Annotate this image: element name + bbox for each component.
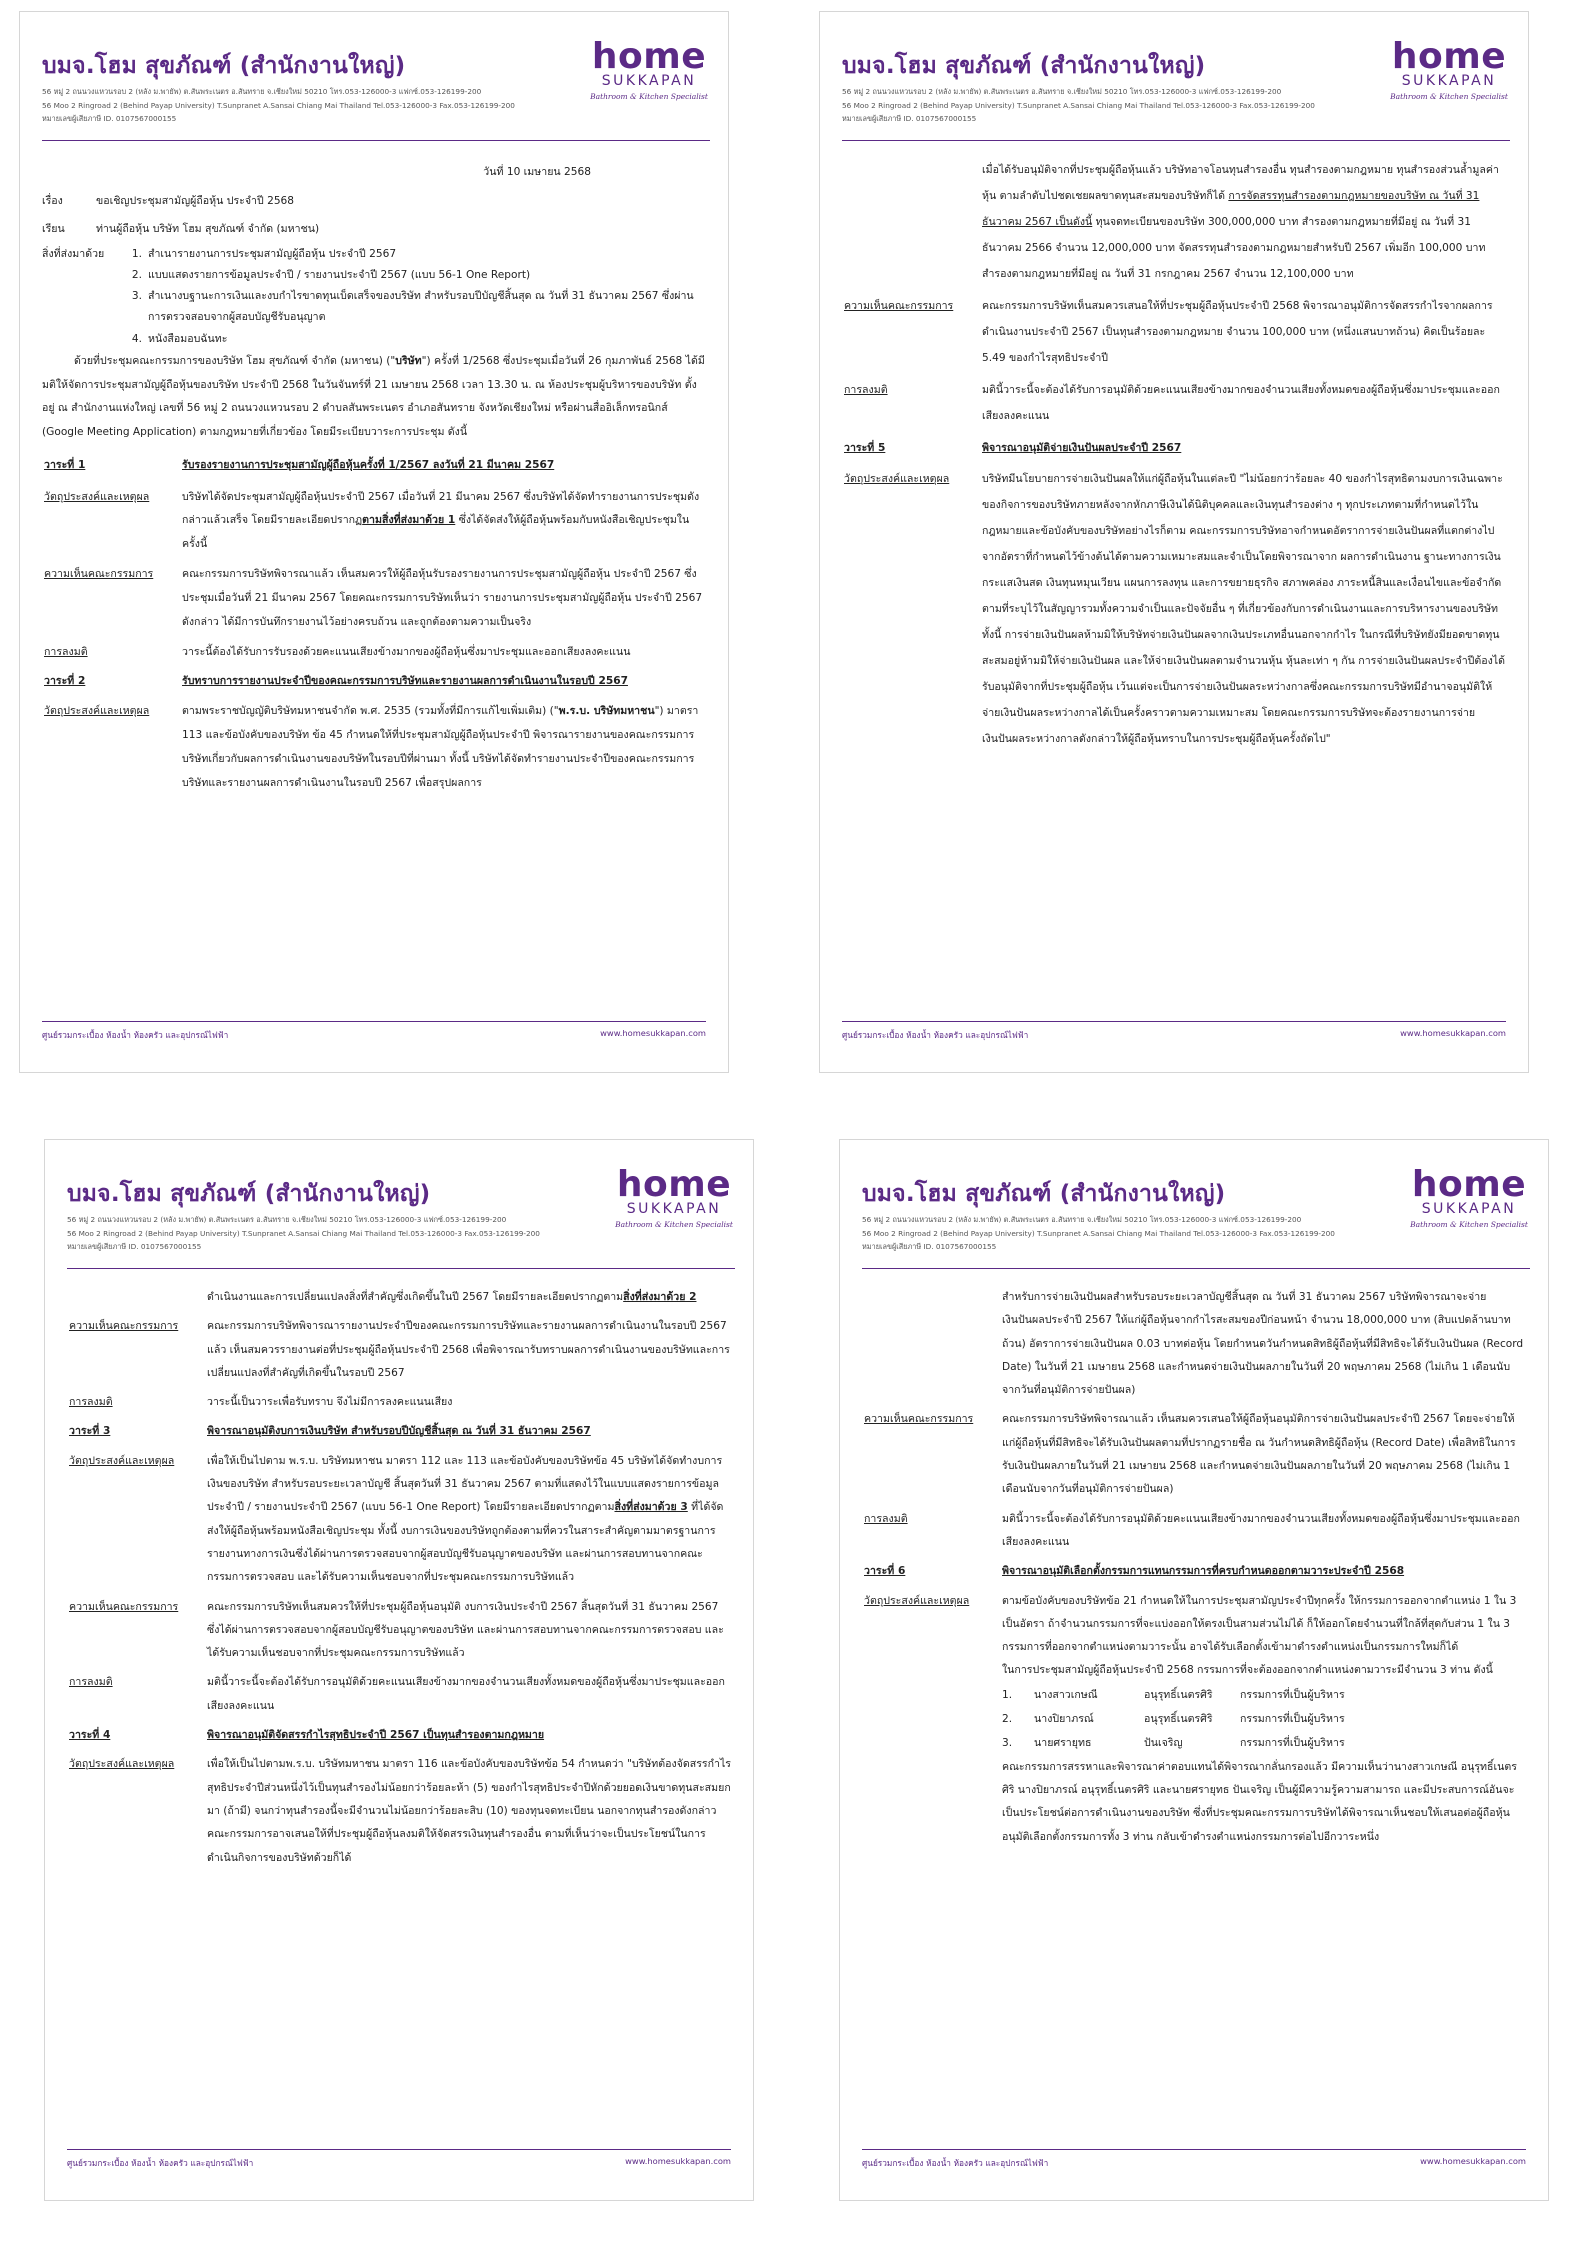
director-name: นางปิยาภรณ์ <box>1034 1713 1094 1726</box>
agenda-2-objective-continued <box>67 1286 731 1309</box>
agenda-3-heading <box>67 1420 731 1443</box>
resolution-label: การลงมติ <box>69 1396 113 1409</box>
enclosure-item <box>124 286 706 328</box>
subject-row <box>42 187 706 216</box>
agenda-6-objective <box>862 1590 1526 1849</box>
board-opinion-label: ความเห็นคณะกรรมการ <box>69 1320 179 1333</box>
enclosures-list <box>124 244 706 350</box>
recipient-text: ท่านผู้ถือหุ้น บริษัท โฮม สุขภัณฑ์ จำกัด (มหาชน) <box>96 223 320 236</box>
board-opinion-text: คณะกรรมการบริษัทพิจารณาแล้ว เห็นสมควรเสนอให้ผู้ถือหุ้นอนุมัติการจ่ายเงินปันผลประจำปี 2567 โดยจะจ่ายให้แก่ผู้ถือหุ้นที่มีสิทธิจะได้รับเงินปันผลตามที่ปรากฏรายชื่อ ณ วันกำหนดสิทธิผู้ถือหุ้น (Record Date) เพื่อสิทธิในการรับเงินปันผลภายในวันที่ 21 เมษายน 2568 และกำหนดจ่ายเงินปันผลภายในวันที่ 20 พฤษภาคม 2568 (ไม่เกิน 1 เดือนนับจากวันที่อนุมัติการจ่ายปันผล) <box>1002 1413 1516 1496</box>
logo-tagline: Bathroom & Kitchen Specialist <box>1390 91 1508 101</box>
page-footer <box>67 2149 731 2170</box>
logo-home-text: home <box>1391 36 1507 77</box>
director-name: นายศรายุทธ <box>1034 1737 1092 1750</box>
objective-text-a: ตามพระราชบัญญัติบริษัทมหาชนจำกัด พ.ศ. 2535 (รวมทั้งที่มีการแก้ไขเพิ่มเติม) (" <box>182 705 559 718</box>
tax-id: หมายเลขผู้เสียภาษี ID. 0107567000155 <box>67 1242 202 1252</box>
page-footer <box>862 2149 1526 2170</box>
logo-sukkapan-text: SUKKAPAN <box>601 73 697 90</box>
address-english: 56 Moo 2 Ringroad 2 (Behind Payap University) T.Sunpranet A.Sansai Chiang Mai Thailand Tel.053-126000-3 Fax.053-126199-200 <box>67 1228 540 1238</box>
spacer <box>67 1286 207 1309</box>
logo-home-text: home <box>616 1164 732 1205</box>
logo-sukkapan-text: SUKKAPAN <box>1421 1201 1517 1218</box>
agenda-4-title: พิจารณาอนุมัติจัดสรรกำไรสุทธิประจำปี 2567 เป็นทุนสำรองตามกฎหมาย <box>207 1729 545 1742</box>
header-divider <box>67 1268 735 1269</box>
director-surname: ปันเจริญ <box>1144 1737 1183 1750</box>
tax-id: หมายเลขผู้เสียภาษี ID. 0107567000155 <box>42 114 177 124</box>
footer-website-link[interactable]: www.homesukkapan.com <box>1420 2156 1526 2166</box>
logo-tagline: Bathroom & Kitchen Specialist <box>615 1219 733 1229</box>
agenda-1-title: รับรองรายงานการประชุมสามัญผู้ถือหุ้นครั้งที่ 1/2567 ลงวันที่ 21 มีนาคม 2567 <box>182 459 555 472</box>
logo-sukkapan-text: SUKKAPAN <box>626 1201 722 1218</box>
objective-label: วัตถุประสงค์และเหตุผล <box>44 705 150 718</box>
director-surname: อนุรุทธิ์เนตรศิริ <box>1144 1688 1213 1701</box>
spacer <box>862 1286 1002 1402</box>
objective-label: วัตถุประสงค์และเหตุผล <box>864 1594 970 1607</box>
address-english: 56 Moo 2 Ringroad 2 (Behind Payap University) T.Sunpranet A.Sansai Chiang Mai Thailand Tel.053-126000-3 Fax.053-126199-200 <box>42 100 515 110</box>
resolution-label: การลงมติ <box>44 645 88 658</box>
agenda-3-resolution <box>67 1671 731 1718</box>
header-divider <box>842 140 1510 141</box>
objective-label: วัตถุประสงค์และเหตุผล <box>69 1454 175 1467</box>
list-item <box>1002 1707 1526 1731</box>
company-name: บมจ.โฮม สุขภัณฑ์ (สำนักงานใหญ่) <box>42 53 406 79</box>
company-logo <box>1408 1164 1530 1229</box>
continued-text <box>207 1286 731 1309</box>
agenda-6-title: พิจารณาอนุมัติเลือกตั้งกรรมการแทนกรรมการที่ครบกำหนดออกตามวาระประจำปี 2568 <box>1002 1565 1405 1578</box>
continued-text-b: ทุนจดทะเบียนของบริษัท 300,000,000 บาท สำรองตามกฎหมายที่มีอยู่ ณ วันที่ 31 ธันวาคม 2566 จำนวน 12,000,000 บาท จัดสรรทุนสำรองตามกฎหมายสำหรับปี 2567 เพิ่มอีก 100,000 บาท สำรองตามกฎหมายที่มีอยู่ ณ วันที่ 31 กรกฎาคม 2567 จำนวน 12,100,000 บาท <box>982 215 1486 280</box>
agenda-3-board-opinion <box>67 1596 731 1666</box>
agenda-4-board-opinion <box>842 294 1506 372</box>
agenda-5-board-opinion <box>862 1408 1526 1501</box>
intro-text-bold: บริษัท <box>395 354 422 367</box>
enclosure-number: 3. <box>131 290 142 303</box>
director-role: กรรมการที่เป็นผู้บริหาร <box>1240 1737 1345 1750</box>
company-name: บมจ.โฮม สุขภัณฑ์ (สำนักงานใหญ่) <box>862 1181 1226 1207</box>
agenda-4-heading <box>67 1724 731 1747</box>
agenda-5-resolution <box>862 1508 1526 1555</box>
enclosure-number: 4. <box>131 332 142 345</box>
spacer <box>842 158 982 288</box>
board-opinion-label: ความเห็นคณะกรรมการ <box>864 1413 974 1426</box>
board-opinion-text: คณะกรรมการบริษัทเห็นสมควรให้ที่ประชุมผู้ถือหุ้นอนุมัติ งบการเงินประจำปี 2567 สิ้นสุดวันที่ 31 ธันวาคม 2567 ซึ่งได้ผ่านการตรวจสอบจากผู้สอบบัญชีรับอนุญาตของบริษัท และผ่านการสอบทานจากคณะกรรมการตรวจสอบ และได้รับความเห็นชอบจากที่ประชุมคณะกรรมการบริษัทแล้ว <box>207 1600 724 1660</box>
document-page-4 <box>840 1140 1548 2200</box>
agenda-2-resolution <box>67 1391 731 1414</box>
agenda-5-title: พิจารณาอนุมัติจ่ายเงินปันผลประจำปี 2567 <box>982 441 1182 454</box>
enclosures-row <box>42 244 706 350</box>
address-thai: 56 หมู่ 2 ถนนวงแหวนรอบ 2 (หลัง ม.พายัพ) ต.สันพระเนตร อ.สันทราย จ.เชียงใหม่ 50210 โทร.053-126000-3 แฟกซ์.053-126199-200 <box>862 1215 1302 1224</box>
address-english: 56 Moo 2 Ringroad 2 (Behind Payap University) T.Sunpranet A.Sansai Chiang Mai Thailand Tel.053-126000-3 Fax.053-126199-200 <box>862 1228 1335 1238</box>
director-name: นางสาวเกษณี <box>1034 1688 1098 1701</box>
agenda-3-objective <box>67 1450 731 1590</box>
agenda-4-objective-continued <box>842 158 1506 288</box>
board-opinion-label: ความเห็นคณะกรรมการ <box>44 568 154 581</box>
objective-text: บริษัทมีนโยบายการจ่ายเงินปันผลให้แก่ผู้ถือหุ้นในแต่ละปี "ไม่น้อยกว่าร้อยละ 40 ของกำไรสุทธิตามงบการเงินเฉพาะของกิจการของบริษัทภายหลังจากหักภาษีเงินได้นิติบุคคลและเงินทุนสำรองต่าง ๆ ทุกประเภทตามที่กำหนดไว้ในกฎหมายและข้อบังคับของบริษัทอย่างไรก็ตาม คณะกรรมการบริษัทอาจกำหนดอัตราการจ่ายเงินปันผลที่แตกต่างไปจากอัตราที่กำหนดไว้ข้างต้นได้ตามความเหมาะสมและจำเป็นโดยพิจารณาจาก ผลการดำเนินงาน ฐานะทางการเงิน กระแสเงินสด เงินทุนหมุนเวียน แผนการลงทุน และการขยายธุรกิจ สภาพคล่อง ภาระหนี้สินและเงื่อนไขและข้อจำกัดตามที่ระบุไว้ในสัญญารวมทั้งความจำเป็นและปัจจัยอื่น ๆ ที่เกี่ยวข้องกับการดำเนินงานและการบริหารงานของบริษัท ทั้งนี้ การจ่ายเงินปันผลห้ามมิให้บริษัทจ่ายเงินปันผลจากเงินประเภทอื่นนอกจากกำไร ในกรณีที่บริษัทยังมียอดขาดทุนสะสมอยู่ห้ามมิให้จ่ายเงินปันผล และให้จ่ายเงินปันผลตามจำนวนหุ้น หุ้นละเท่า ๆ กัน การจ่ายเงินปันผลประจำปีต้องได้รับอนุมัติจากที่ประชุมผู้ถือหุ้น เว้นแต่จะเป็นการจ่ายเงินปันผลระหว่างกาลซึ่งคณะกรรมการบริษัทมีอำนาจอนุมัติให้จ่ายเงินปันผลระหว่างกาลได้เป็นครั้งคราวตามความเหมาะสม โดยคณะกรรมการบริษัทจะต้องรายงานการจ่ายเงินปันผลระหว่างกาลดังกล่าวให้ผู้ถือหุ้นทราบในการประชุมผู้ถือหุ้นครั้งถัดไป" <box>982 473 1506 746</box>
objective-text-a: บริษัทได้จัดประชุมสามัญผู้ถือหุ้นประจำปี 2567 เมื่อวันที่ 21 มีนาคม 2567 ซึ่งบริษัทได้จัดทำรายงานการประชุมดังกล่าวแล้วเสร็จ โดยมีรายละเอียดปรากฏ <box>182 490 700 527</box>
agenda-6-heading <box>862 1560 1526 1583</box>
address-thai: 56 หมู่ 2 ถนนวงแหวนรอบ 2 (หลัง ม.พายัพ) ต.สันพระเนตร อ.สันทราย จ.เชียงใหม่ 50210 โทร.053-126000-3 แฟกซ์.053-126199-200 <box>42 87 482 96</box>
agenda-5-label: วาระที่ 5 <box>844 441 886 454</box>
continued-text-underlined: สิ่งที่ส่งมาด้วย 2 <box>623 1291 697 1303</box>
objective-text-2: ในการประชุมสามัญผู้ถือหุ้นประจำปี 2568 กรรมการที่จะต้องออกจากตำแหน่งตามวาระมีจำนวน 3 ท่าน ดังนี้ <box>1002 1664 1493 1677</box>
agenda-1-board-opinion <box>42 563 706 634</box>
director-number: 2. <box>1002 1713 1013 1726</box>
logo-home-text: home <box>591 36 707 77</box>
company-name: บมจ.โฮม สุขภัณฑ์ (สำนักงานใหญ่) <box>67 1181 431 1207</box>
enclosure-number: 2. <box>131 268 142 281</box>
company-logo <box>588 36 710 101</box>
agenda-3-label: วาระที่ 3 <box>69 1425 111 1438</box>
agenda-2-title: รับทราบการรายงานประจำปีของคณะกรรมการบริษัทและรายงานผลการดำเนินงานในรอบปี 2567 <box>182 675 628 688</box>
continued-text-a: ดำเนินงานและการเปลี่ยนแปลงสิ่งที่สำคัญซึ่งเกิดขึ้นในปี 2567 โดยมีรายละเอียดปรากฏตาม <box>207 1291 624 1303</box>
resolution-label: การลงมติ <box>864 1512 908 1525</box>
resolution-text: วาระนี้ต้องได้รับการรับรองด้วยคะแนนเสียงข้างมากของผู้ถือหุ้นซึ่งมาประชุมและออกเสียงลงคะแนน <box>182 645 631 658</box>
subject-text: ขอเชิญประชุมสามัญผู้ถือหุ้น ประจำปี 2568 <box>96 194 295 207</box>
agenda-1-resolution <box>42 641 706 665</box>
objective-text <box>182 486 706 557</box>
resolution-text: วาระนี้เป็นวาระเพื่อรับทราบ จึงไม่มีการลงคะแนนเสียง <box>207 1396 453 1409</box>
letter-date: วันที่ 10 เมษายน 2568 <box>483 166 591 178</box>
company-logo <box>1388 36 1510 101</box>
board-opinion-label: ความเห็นคณะกรรมการ <box>69 1600 179 1613</box>
list-item <box>1002 1683 1526 1707</box>
objective-text-b: ") มาตรา 113 และข้อบังคับของบริษัท ข้อ 45 กำหนดให้ที่ประชุมสามัญผู้ถือหุ้นประจำปี พิจารณารายงานของคณะกรรมการบริษัทเกี่ยวกับผลการดำเนินงานของบริษัทในรอบปีที่ผ่านมา ทั้งนี้ บริษัทได้จัดทำรายงานประจำปีของคณะกรรมการบริษัทและรายงานผลการดำเนินงานในรอบปี 2567 เพื่อสรุปผลการ <box>182 705 699 789</box>
footer-website-link[interactable]: www.homesukkapan.com <box>1400 1028 1506 1038</box>
agenda-2-heading <box>42 670 706 694</box>
objective-text-b: ซึ่งได้จัดส่งให้ผู้ถือหุ้นพร้อมกับหนังสือเชิญประชุมในครั้งนี้ <box>182 514 690 551</box>
page-content <box>842 152 1506 753</box>
objective-text: ตามข้อบังคับของบริษัทข้อ 21 กำหนดให้ในการประชุมสามัญประจำปีทุกครั้ง ให้กรรมการออกจากตำแหน่ง 1 ใน 3 เป็นอัตรา ถ้าจำนวนกรรมการที่จะแบ่งออกให้ตรงเป็นสามส่วนไม่ได้ ก็ให้ออกโดยจำนวนที่ใกล้ที่สุดกับส่วน 1 ใน 3 กรรมการที่ออกจากตำแหน่งตามวาระนั้น อาจได้รับเลือกตั้งเข้ามาดำรงตำแหน่งเป็นกรรมการใหม่ก็ได้ <box>1002 1594 1517 1654</box>
agenda-2-board-opinion <box>67 1315 731 1385</box>
enclosure-text: สำเนารายงานการประชุมสามัญผู้ถือหุ้น ประจำปี 2567 <box>148 247 397 260</box>
continued-text <box>982 158 1506 288</box>
agenda-1-heading <box>42 451 706 480</box>
objective-body <box>1002 1590 1526 1849</box>
objective-text-b: ที่ได้จัดส่งให้ผู้ถือหุ้นพร้อมหนังสือเชิญประชุม ทั้งนี้ งบการเงินของบริษัทถูกต้องตามที่ควรในสาระสำคัญตามมาตรฐานการรายงานทางการเงินซึ่งได้ผ่านการตรวจสอบจากผู้สอบบัญชีรับอนุญาตของบริษัท และผ่านการสอบทานจากคณะกรรมการตรวจสอบ และได้รับความเห็นชอบจากที่ประชุมคณะกรรมการบริษัทแล้ว <box>207 1501 724 1584</box>
board-opinion-text: คณะกรรมการบริษัทพิจารณารายงานประจำปีของคณะกรรมการบริษัทและรายงานผลการดำเนินงานในรอบปี 2567 แล้ว เห็นสมควรรายงานต่อที่ประชุมผู้ถือหุ้นประจำปี 2568 เพื่อพิจารณารับทราบผลการดำเนินงานของบริษัทและการเปลี่ยนแปลงที่สำคัญที่เกิดขึ้นในรอบปี 2567 <box>207 1320 730 1379</box>
agenda-5-objective-continued <box>862 1286 1526 1402</box>
objective-text-a: เพื่อให้เป็นไปตาม พ.ร.บ. บริษัทมหาชน มาตรา 112 และ 113 และข้อบังคับของบริษัทข้อ 45 บริษัทได้จัดทำงบการเงินของบริษัท สำหรับรอบระยะเวลาบัญชี สิ้นสุดวันที่ 31 ธันวาคม 2567 ตามที่แสดงไว้ในแบบแสดงรายการข้อมูลประจำปี / รายงานประจำปี 2567 (แบบ 56-1 One Report) โดยมีรายละเอียดปรากฏตาม <box>207 1454 723 1514</box>
objective-label: วัตถุประสงค์และเหตุผล <box>844 473 950 486</box>
intro-text-a: ด้วยที่ประชุมคณะกรรมการของบริษัท โฮม สุขภัณฑ์ จำกัด (มหาชน) (" <box>74 354 396 367</box>
enclosure-item <box>124 244 706 265</box>
director-number: 1. <box>1002 1688 1013 1701</box>
continued-text-a: เมื่อได้รับอนุมัติจากที่ประชุมผู้ถือหุ้นแล้ว บริษัทอาจโอนทุนสำรองอื่น ทุนสำรองตามกฎหมาย ทุนสำรองส่วนล้ำมูลค่าหุ้น ตามลำดับไปชดเชยผลขาดทุนสะสมของบริษัทก็ได้ <box>982 164 1499 202</box>
enclosure-item <box>124 329 706 350</box>
agenda-1-label: วาระที่ 1 <box>44 459 86 472</box>
objective-text <box>207 1450 731 1590</box>
tax-id: หมายเลขผู้เสียภาษี ID. 0107567000155 <box>842 114 977 124</box>
agenda-5-heading <box>842 436 1506 462</box>
company-logo <box>613 1164 735 1229</box>
tax-id: หมายเลขผู้เสียภาษี ID. 0107567000155 <box>862 1242 997 1252</box>
agenda-1-objective <box>42 486 706 557</box>
logo-tagline: Bathroom & Kitchen Specialist <box>1410 1219 1528 1229</box>
resolution-text: มตินี้วาระนี้จะต้องได้รับการอนุมัติด้วยคะแนนเสียงข้างมากของจำนวนเสียงทั้งหมดของผู้ถือหุ้นซึ่งมาประชุมและออกเสียงลงคะแนน <box>207 1676 725 1712</box>
objective-label: วัตถุประสงค์และเหตุผล <box>69 1758 175 1771</box>
resolution-label: การลงมติ <box>844 383 888 396</box>
document-page-3 <box>45 1140 753 2200</box>
objective-text: เพื่อให้เป็นไปตามพ.ร.บ. บริษัทมหาชน มาตรา 116 และข้อบังคับของบริษัทข้อ 54 กำหนดว่า "บริษัทต้องจัดสรรกำไรสุทธิประจำปีส่วนหนึ่งไว้เป็นทุนสำรองไม่น้อยกว่าร้อยละห้า (5) ของกำไรสุทธิประจำปีหักด้วยยอดเงินขาดทุนสะสมยกมา (ถ้ามี) จนกว่าทุนสำรองนี้จะมีจำนวนไม่น้อยกว่าร้อยละสิบ (10) ของทุนจดทะเบียน นอกจากทุนสำรองดังกล่าว คณะกรรมการอาจเสนอให้ที่ประชุมผู้ถือหุ้นลงมติให้จัดสรรเงินทุนสำรองอื่น ตามที่เห็นว่าจะเป็นประโยชน์ในการดำเนินกิจการของบริษัทด้วยก็ได้ <box>207 1758 731 1864</box>
enclosure-number: 1. <box>131 247 142 260</box>
agenda-4-objective <box>67 1753 731 1869</box>
director-surname: อนุรุทธิ์เนตรศิริ <box>1144 1713 1213 1726</box>
agenda-4-label: วาระที่ 4 <box>69 1729 111 1742</box>
director-role: กรรมการที่เป็นผู้บริหาร <box>1240 1713 1345 1726</box>
logo-home-text: home <box>1411 1164 1527 1205</box>
agenda-5-objective <box>842 467 1506 752</box>
objective-text-bold: พ.ร.บ. บริษัทมหาชน <box>558 705 655 718</box>
header-divider <box>862 1268 1530 1269</box>
closing-text: คณะกรรมการสรรหาและพิจารณาค่าตอบแทนได้พิจารณากลั่นกรองแล้ว มีความเห็นว่านางสาวเกษณี อนุรุทธิ์เนตรศิริ นางปิยาภรณ์ อนุรุทธิ์เนตรศิริ และนายศรายุทธ ปันเจริญ เป็นผู้มีความรู้ความสามารถ และมีประสบการณ์อันจะเป็นประโยชน์ต่อการดำเนินงานของบริษัท ซึ่งที่ประชุมคณะกรรมการบริษัทได้พิจารณาเห็นชอบให้เสนอต่อผู้ถือหุ้นอนุมัติเลือกตั้งกรรมการทั้ง 3 ท่าน กลับเข้าดำรงตำแหน่งกรรมการต่อไปอีกวาระหนึ่ง <box>1002 1760 1517 1843</box>
recipient-row <box>42 215 706 244</box>
logo-sukkapan-text: SUKKAPAN <box>1401 73 1497 90</box>
page-content <box>862 1280 1526 1849</box>
enclosures-label: สิ่งที่ส่งมาด้วย <box>42 247 105 260</box>
agenda-4-resolution <box>842 378 1506 430</box>
footer-tagline: ศูนย์รวมกระเบื้อง ห้องน้ำ ห้องครัว และอุปกรณ์ไฟฟ้า <box>862 2158 1049 2168</box>
board-opinion-label: ความเห็นคณะกรรมการ <box>844 299 954 312</box>
page-content <box>42 152 706 796</box>
board-opinion-text: คณะกรรมการบริษัทพิจารณาแล้ว เห็นสมควรให้ผู้ถือหุ้นรับรองรายงานการประชุมสามัญผู้ถือหุ้น ประจำปี 2567 ซึ่งประชุมเมื่อวันที่ 21 มีนาคม 2567 โดยคณะกรรมการบริษัทเห็นว่า รายงานการประชุมสามัญผู้ถือหุ้น ประจำปี 2567 ดังกล่าว ได้มีการบันทึกรายงานไว้อย่างครบถ้วน และถูกต้องตามความเป็นจริง <box>182 568 703 628</box>
resolution-text: มตินี้วาระนี้จะต้องได้รับการอนุมัติด้วยคะแนนเสียงข้างมากของจำนวนเสียงทั้งหมดของผู้ถือหุ้นซึ่งมาประชุมและออกเสียงลงคะแนน <box>1002 1512 1520 1548</box>
enclosure-text: หนังสือมอบฉันทะ <box>148 332 228 345</box>
company-name: บมจ.โฮม สุขภัณฑ์ (สำนักงานใหญ่) <box>842 53 1206 79</box>
enclosure-text: สำเนางบฐานะการเงินและงบกำไรขาดทุนเบ็ดเสร็จของบริษัท สำหรับรอบปีบัญชีสิ้นสุด ณ วันที่ 31 ธันวาคม 2567 ซึ่งผ่านการตรวจสอบจากผู้สอบบัญชีรับอนุญาต <box>148 290 694 324</box>
page-content <box>67 1280 731 1870</box>
objective-label: วัตถุประสงค์และเหตุผล <box>44 490 150 503</box>
resolution-text: มตินี้วาระนี้จะต้องได้รับการอนุมัติด้วยคะแนนเสียงข้างมากของจำนวนเสียงทั้งหมดของผู้ถือหุ้นซึ่งมาประชุมและออกเสียงลงคะแนน <box>982 383 1500 422</box>
document-page-1 <box>20 12 728 1072</box>
address-thai: 56 หมู่ 2 ถนนวงแหวนรอบ 2 (หลัง ม.พายัพ) ต.สันพระเนตร อ.สันทราย จ.เชียงใหม่ 50210 โทร.053-126000-3 แฟกซ์.053-126199-200 <box>842 87 1282 96</box>
objective-text-bold: สิ่งที่ส่งมาด้วย 3 <box>614 1501 688 1514</box>
recipient-label: เรียน <box>42 223 65 236</box>
director-list <box>1002 1683 1526 1756</box>
footer-tagline: ศูนย์รวมกระเบื้อง ห้องน้ำ ห้องครัว และอุปกรณ์ไฟฟ้า <box>67 2158 254 2168</box>
footer-tagline: ศูนย์รวมกระเบื้อง ห้องน้ำ ห้องครัว และอุปกรณ์ไฟฟ้า <box>42 1030 229 1040</box>
address-english: 56 Moo 2 Ringroad 2 (Behind Payap University) T.Sunpranet A.Sansai Chiang Mai Thailand Tel.053-126000-3 Fax.053-126199-200 <box>842 100 1315 110</box>
footer-tagline: ศูนย์รวมกระเบื้อง ห้องน้ำ ห้องครัว และอุปกรณ์ไฟฟ้า <box>842 1030 1029 1040</box>
enclosure-item <box>124 265 706 286</box>
intro-paragraph <box>42 350 706 445</box>
list-item <box>1002 1731 1526 1755</box>
resolution-label: การลงมติ <box>69 1676 113 1689</box>
objective-text <box>182 700 706 795</box>
continued-text: สำหรับการจ่ายเงินปันผลสำหรับรอบระยะเวลาบัญชีสิ้นสุด ณ วันที่ 31 ธันวาคม 2567 บริษัทพิจารณาจะจ่ายเงินปันผลประจำปี 2567 ให้แก่ผู้ถือหุ้นจากกำไรสะสมของปีก่อนหน้า จำนวน 18,000,000 บาท (สิบแปดล้านบาทถ้วน) อัตราการจ่ายเงินปันผล 0.03 บาทต่อหุ้น โดยกำหนดวันกำหนดสิทธิผู้ถือหุ้นที่มีสิทธิจะได้รับเงินปันผล (Record Date) ในวันที่ 21 เมษายน 2568 และกำหนดจ่ายเงินปันผลภายในวันที่ 20 พฤษภาคม 2568 (ไม่เกิน 1 เดือนนับจากวันที่อนุมัติการจ่ายปันผล) <box>1002 1291 1524 1397</box>
document-page-2 <box>820 12 1528 1072</box>
footer-website-link[interactable]: www.homesukkapan.com <box>600 1028 706 1038</box>
objective-text-bold: ตามสิ่งที่ส่งมาด้วย 1 <box>362 514 456 527</box>
agenda-6-label: วาระที่ 6 <box>864 1565 906 1578</box>
agenda-2-label: วาระที่ 2 <box>44 675 86 688</box>
enclosure-text: แบบแสดงรายการข้อมูลประจำปี / รายงานประจำปี 2567 (แบบ 56-1 One Report) <box>148 268 531 281</box>
agenda-2-objective <box>42 700 706 795</box>
footer-website-link[interactable]: www.homesukkapan.com <box>625 2156 731 2166</box>
header-divider <box>42 140 710 141</box>
board-opinion-text: คณะกรรมการบริษัทเห็นสมควรเสนอให้ที่ประชุมผู้ถือหุ้นประจำปี 2568 พิจารณาอนุมัติการจัดสรรกำไรจากผลการดำเนินงานประจำปี 2567 เป็นทุนสำรองตามกฎหมาย จำนวน 100,000 บาท (หนึ่งแสนบาทถ้วน) คิดเป็นร้อยละ 5.49 ของกำไรสุทธิประจำปี <box>982 299 1493 364</box>
page-footer <box>42 1021 706 1042</box>
page-footer <box>842 1021 1506 1042</box>
logo-tagline: Bathroom & Kitchen Specialist <box>590 91 708 101</box>
continued-text-underlined: การจัดสรรทุนสำรองตามกฎหมายของบริษัท ณ วันที่ 31 ธันวาคม 2567 เป็นดังนี้ <box>982 189 1480 228</box>
agenda-3-title: พิจารณาอนุมัติงบการเงินบริษัท สำหรับรอบปีบัญชีสิ้นสุด ณ วันที่ 31 ธันวาคม 2567 <box>207 1425 591 1438</box>
director-role: กรรมการที่เป็นผู้บริหาร <box>1240 1688 1345 1701</box>
intro-text-b: ") ครั้งที่ 1/2568 ซึ่งประชุมเมื่อวันที่ 26 กุมภาพันธ์ 2568 ได้มีมติให้จัดการประชุมสามัญผู้ถือหุ้นของบริษัท ประจำปี 2568 ในวันจันทร์ที่ 21 เมษายน 2568 เวลา 13.30 น. ณ ห้องประชุมผู้บริหารของบริษัท ตั้งอยู่ ณ สำนักงานแห่งใหญ่ เลขที่ 56 หมู่ 2 ถนนวงแหวนรอบ 2 ตำบลสันพระเนตร อำเภอสันทราย จังหวัดเชียงใหม่ หรือผ่านสื่ออิเล็กทรอนิกส์ (Google Meeting Application) ตามกฎหมายที่เกี่ยวข้อง โดยมีระเบียบวาระการประชุม ดังนี้ <box>42 354 705 439</box>
director-number: 3. <box>1002 1737 1013 1750</box>
subject-label: เรื่อง <box>42 194 63 207</box>
address-thai: 56 หมู่ 2 ถนนวงแหวนรอบ 2 (หลัง ม.พายัพ) ต.สันพระเนตร อ.สันทราย จ.เชียงใหม่ 50210 โทร.053-126000-3 แฟกซ์.053-126199-200 <box>67 1215 507 1224</box>
